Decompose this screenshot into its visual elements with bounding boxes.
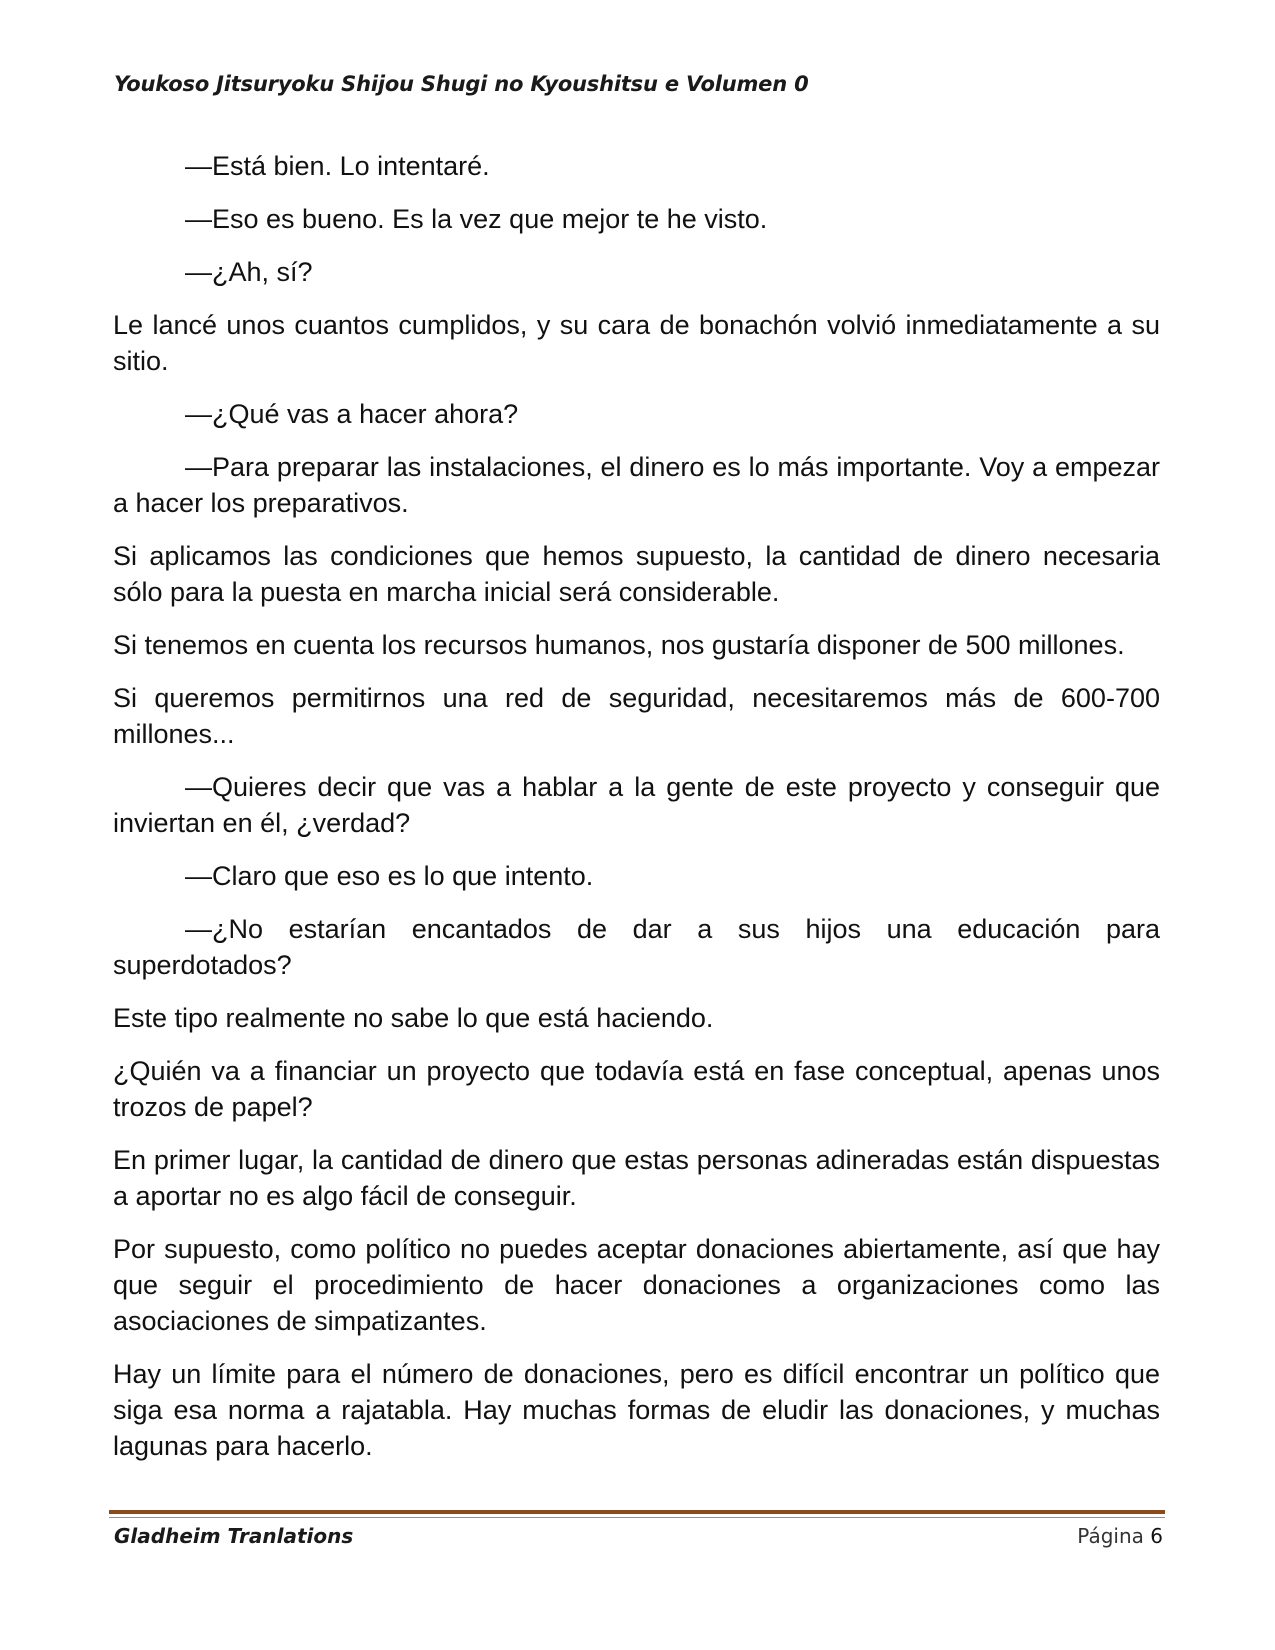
paragraph: —¿No estarían encantados de dar a sus hijos una educación para superdotados? xyxy=(113,914,1160,980)
paragraph: En primer lugar, la cantidad de dinero que estas personas adineradas están dispuestas a aportar no es algo fácil de conseguir. xyxy=(113,1145,1160,1211)
page-body xyxy=(113,148,1160,1481)
paragraph: —Quieres decir que vas a hablar a la gente de este proyecto y conseguir que inviertan en él, ¿verdad? xyxy=(113,772,1160,838)
footer-divider-thin xyxy=(109,1517,1165,1518)
translator-credit: Gladheim Tranlations xyxy=(114,1524,354,1548)
paragraph: Si aplicamos las condiciones que hemos supuesto, la cantidad de dinero necesaria sólo para la puesta en marcha inicial será considerable. xyxy=(113,541,1160,607)
page-label: Página xyxy=(1077,1524,1144,1548)
paragraph: Hay un límite para el número de donaciones, pero es difícil encontrar un político que siga esa norma a rajatabla. Hay muchas formas de eludir las donaciones, y muchas lagunas para hacerlo. xyxy=(113,1359,1160,1461)
paragraph: —Eso es bueno. Es la vez que mejor te he visto. xyxy=(185,204,768,234)
running-header: Youkoso Jitsuryoku Shijou Shugi no Kyoushitsu e Volumen 0 xyxy=(114,72,809,96)
paragraph: —Claro que eso es lo que intento. xyxy=(185,861,594,891)
paragraph: Si queremos permitirnos una red de seguridad, necesitaremos más de 600-700 millones... xyxy=(113,683,1160,749)
paragraph: Por supuesto, como político no puedes aceptar donaciones abiertamente, así que hay que seguir el procedimiento de hacer donaciones a organizaciones como las asociaciones de simpatizantes. xyxy=(113,1234,1160,1336)
paragraph: —¿Qué vas a hacer ahora? xyxy=(185,399,519,429)
paragraph: —¿Ah, sí? xyxy=(185,257,313,287)
paragraph: Le lancé unos cuantos cumplidos, y su cara de bonachón volvió inmediatamente a su sitio. xyxy=(113,310,1160,376)
paragraph: Este tipo realmente no sabe lo que está haciendo. xyxy=(113,1003,714,1033)
paragraph: —Para preparar las instalaciones, el dinero es lo más importante. Voy a empezar a hacer los preparativos. xyxy=(113,452,1160,518)
page-number-label xyxy=(1077,1524,1163,1548)
footer-divider xyxy=(109,1510,1165,1514)
paragraph: —Está bien. Lo intentaré. xyxy=(185,151,490,181)
paragraph: Si tenemos en cuenta los recursos humanos, nos gustaría disponer de 500 millones. xyxy=(113,630,1125,660)
paragraph: ¿Quién va a financiar un proyecto que todavía está en fase conceptual, apenas unos trozos de papel? xyxy=(113,1056,1160,1122)
page-number: 6 xyxy=(1150,1524,1163,1548)
